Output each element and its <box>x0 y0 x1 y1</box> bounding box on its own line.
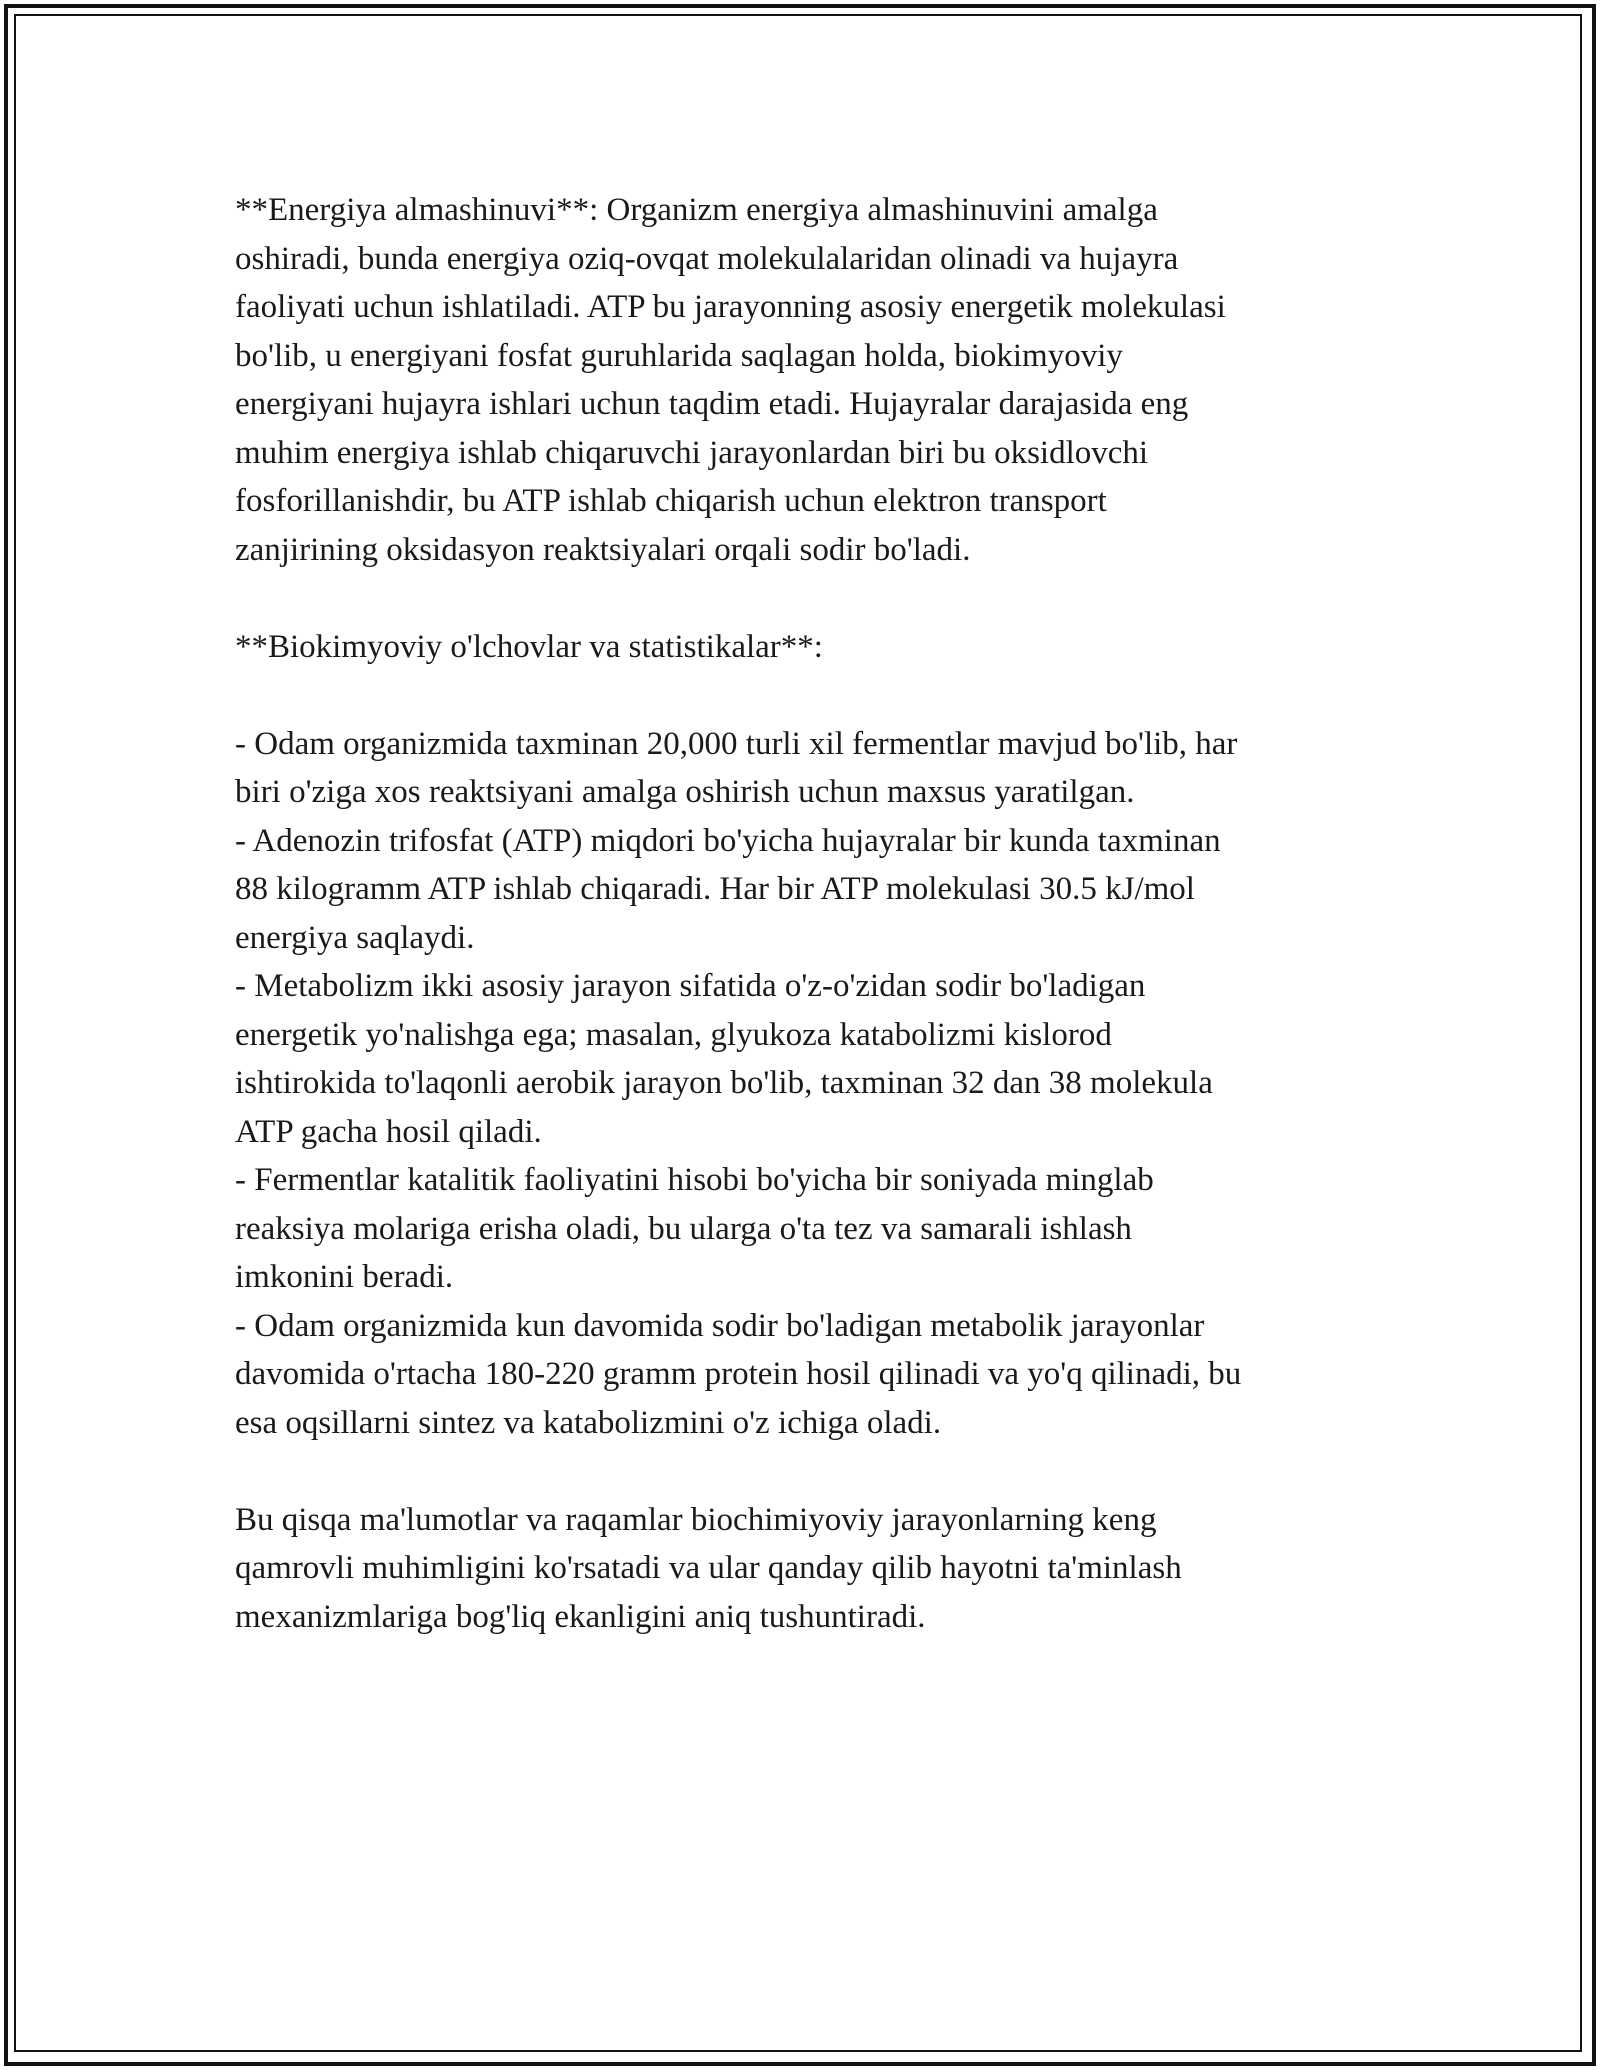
bullet-item: - Fermentlar katalitik faoliyatini hisobi bo'yicha bir soniyada minglab reaksiya molariga erisha oladi, bu ularga o'ta tez va samarali ishlash imkonini beradi. <box>235 1162 1154 1295</box>
energy-exchange-paragraph: **Energiya almashinuvi**: Organizm energiya almashinuvini amalga oshiradi, bunda energiya oziq-ovqat molekulalaridan olinadi va hujayra faoliyati uchun ishlatiladi. ATP bu jarayonning asosiy energetik molekulasi bo'lib, u energiyani fosfat guruhlarida saqlagan holda, biokimyoviy energiyani hujayra ishlari uchun taqdim etadi. Hujayralar darajasida eng muhim energiya ishlab chiqaruvchi jarayonlardan biri bu oksidlovchi fosforillanishdir, bu ATP ishlab chiqarish uchun elektron transport zanjirining oksidasyon reaktsiyalari orqali sodir bo'ladi. <box>235 192 1226 568</box>
paragraph-gap <box>235 671 1385 720</box>
bullet-item: - Odam organizmida kun davomida sodir bo'ladigan metabolik jarayonlar davomida o'rtacha 180-220 gramm protein hosil qilinadi va yo'q qilinadi, bu esa oqsillarni sintez va katabolizmini o'z ichiga oladi. <box>235 1307 1242 1441</box>
paragraph-gap <box>235 1447 1385 1496</box>
bullet-item: - Adenozin trifosfat (ATP) miqdori bo'yicha hujayralar bir kunda taxminan 88 kilogramm ATP ishlab chiqaradi. Har bir ATP molekulasi 30.5 kJ/mol energiya saqlaydi. <box>235 822 1221 956</box>
paragraph-gap <box>235 574 1385 623</box>
conclusion-paragraph: Bu qisqa ma'lumotlar va raqamlar biochimiyoviy jarayonlarning keng qamrovli muhimligini ko'rsatadi va ular qanday qilib hayotni ta'minlash mexanizmlariga bog'liq ekanligini aniq tushuntiradi. <box>235 1501 1182 1635</box>
bullet-item: - Metabolizm ikki asosiy jarayon sifatida o'z-o'zidan sodir bo'ladigan energetik yo'nalishga ega; masalan, glyukoza katabolizmi kislorod ishtirokida to'laqonli aerobik jarayon bo'lib, taxminan 32 dan 38 molekula ATP gacha hosil qiladi. <box>235 968 1213 1150</box>
bullet-item: - Odam organizmida taxminan 20,000 turli xil fermentlar mavjud bo'lib, har biri o'ziga xos reaktsiyani amalga oshirish uchun maxsus yaratilgan. <box>235 725 1238 810</box>
statistics-heading: **Biokimyoviy o'lchovlar va statistikalar**: <box>235 628 823 665</box>
document-body <box>235 186 1385 1641</box>
